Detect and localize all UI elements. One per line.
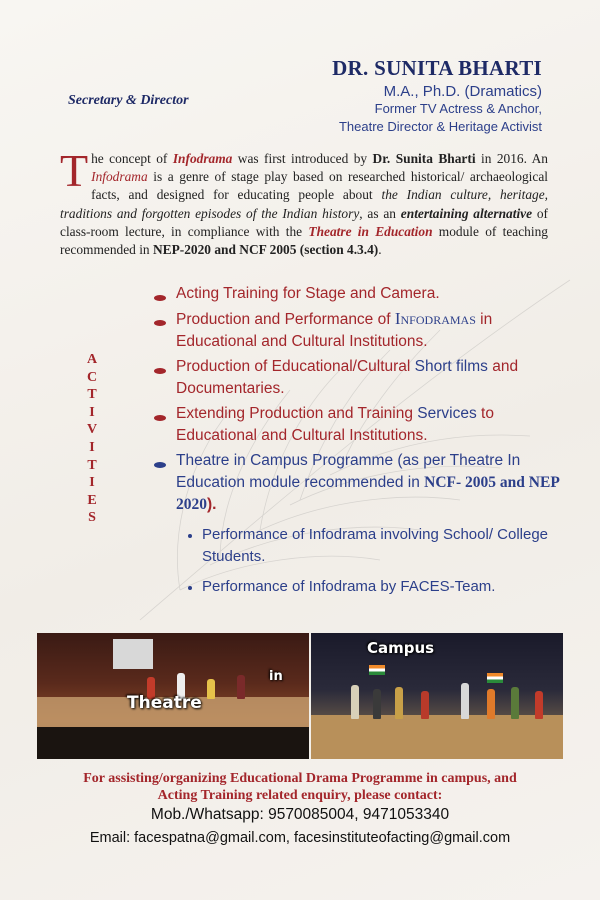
dropcap-letter: T <box>60 145 89 196</box>
bullet-icon <box>154 415 166 421</box>
bold-italic-phrase: entertaining alternative <box>400 205 533 221</box>
director-info <box>332 56 542 136</box>
founder-name: Dr. Sunita Bharti <box>372 151 476 166</box>
intro-paragraph: The concept of Infodrama was first introduced by Dr. Sunita Bharti in 2016. An Infodrama is a genre of stage play based on researched historical/ archaeological facts, and designed for educating people about the Indian culture, heritage, traditions and forgotten episodes of the Indian history, as an entertaining alternative of class-room lecture, in compliance with the Theatre in Education module of teaching recommended in NEP-2020 and NCF 2005 (section 4.3.4). <box>60 145 548 258</box>
bullet-icon <box>154 462 166 468</box>
list-item: Extending Production and Training Services to Educational and Cultural Institutions. <box>150 403 560 447</box>
list-item: Production and Performance of Infodramas in Educational and Cultural Institutions. <box>150 308 560 353</box>
list-item: Production of Educational/Cultural Short films and Documentaries. <box>150 356 560 400</box>
activities-list <box>150 283 560 598</box>
infodrama-term: Infodrama <box>172 151 233 166</box>
phone-numbers[interactable]: Mob./Whatsapp: 9570085004, 9471053340 <box>150 806 450 823</box>
bullet-icon <box>154 295 166 301</box>
campus-stage-floor <box>311 715 563 759</box>
director-degree: M.A., Ph.D. (Dramatics) <box>383 83 542 100</box>
director-role-2: Theatre Director & Heritage Activist <box>338 119 542 134</box>
campus-photo <box>311 633 563 759</box>
contact-line-1: For assisting/organizing Educational Drama Programme in campus, and <box>83 771 517 786</box>
theatre-in-education-term: Theatre in Education <box>308 223 433 239</box>
activities-vertical-label: A C T I V I T I E S <box>86 352 98 526</box>
director-role-1: Former TV Actress & Anchor, <box>374 101 542 116</box>
flag-icon <box>369 665 385 675</box>
infodrama-term: Infodrama <box>91 169 148 185</box>
audience-silhouette <box>37 727 309 759</box>
list-item: Theatre in Campus Programme (as per Theatre In Education module recommended in NCF- 2005 and NEP 2020). <box>150 450 560 516</box>
contact-footer <box>0 770 600 846</box>
list-item: Acting Training for Stage and Camera. <box>150 283 560 305</box>
theatre-photo <box>37 633 309 759</box>
bullet-icon <box>154 368 166 374</box>
sub-list-item: Performance of Infodrama by FACES-Team. <box>150 576 560 598</box>
flag-icon <box>487 673 503 683</box>
dot-icon <box>188 534 192 538</box>
italic-phrase: the Indian culture, heritage, traditions and forgotten episodes of the Indian history <box>60 187 548 221</box>
stage-screen <box>113 639 153 669</box>
campus-caption: Campus <box>367 639 435 657</box>
nep-reference: NEP-2020 and NCF 2005 (section 4.3.4) <box>152 242 379 258</box>
contact-line-2: Acting Training related enquiry, please contact: <box>157 788 443 803</box>
photo-strip <box>37 633 563 759</box>
dot-icon <box>188 586 192 590</box>
secretary-director-title: Secretary & Director <box>68 93 189 108</box>
email-addresses[interactable]: Email: facespatna@gmail.com, facesinstituteofacting@gmail.com <box>89 830 511 846</box>
bullet-icon <box>154 320 166 326</box>
sub-list-item: Performance of Infodrama involving School/ College Students. <box>150 524 560 568</box>
director-name: DR. SUNITA BHARTI <box>332 56 542 80</box>
theatre-caption: Theatre <box>127 693 202 713</box>
in-caption: in <box>269 669 283 684</box>
